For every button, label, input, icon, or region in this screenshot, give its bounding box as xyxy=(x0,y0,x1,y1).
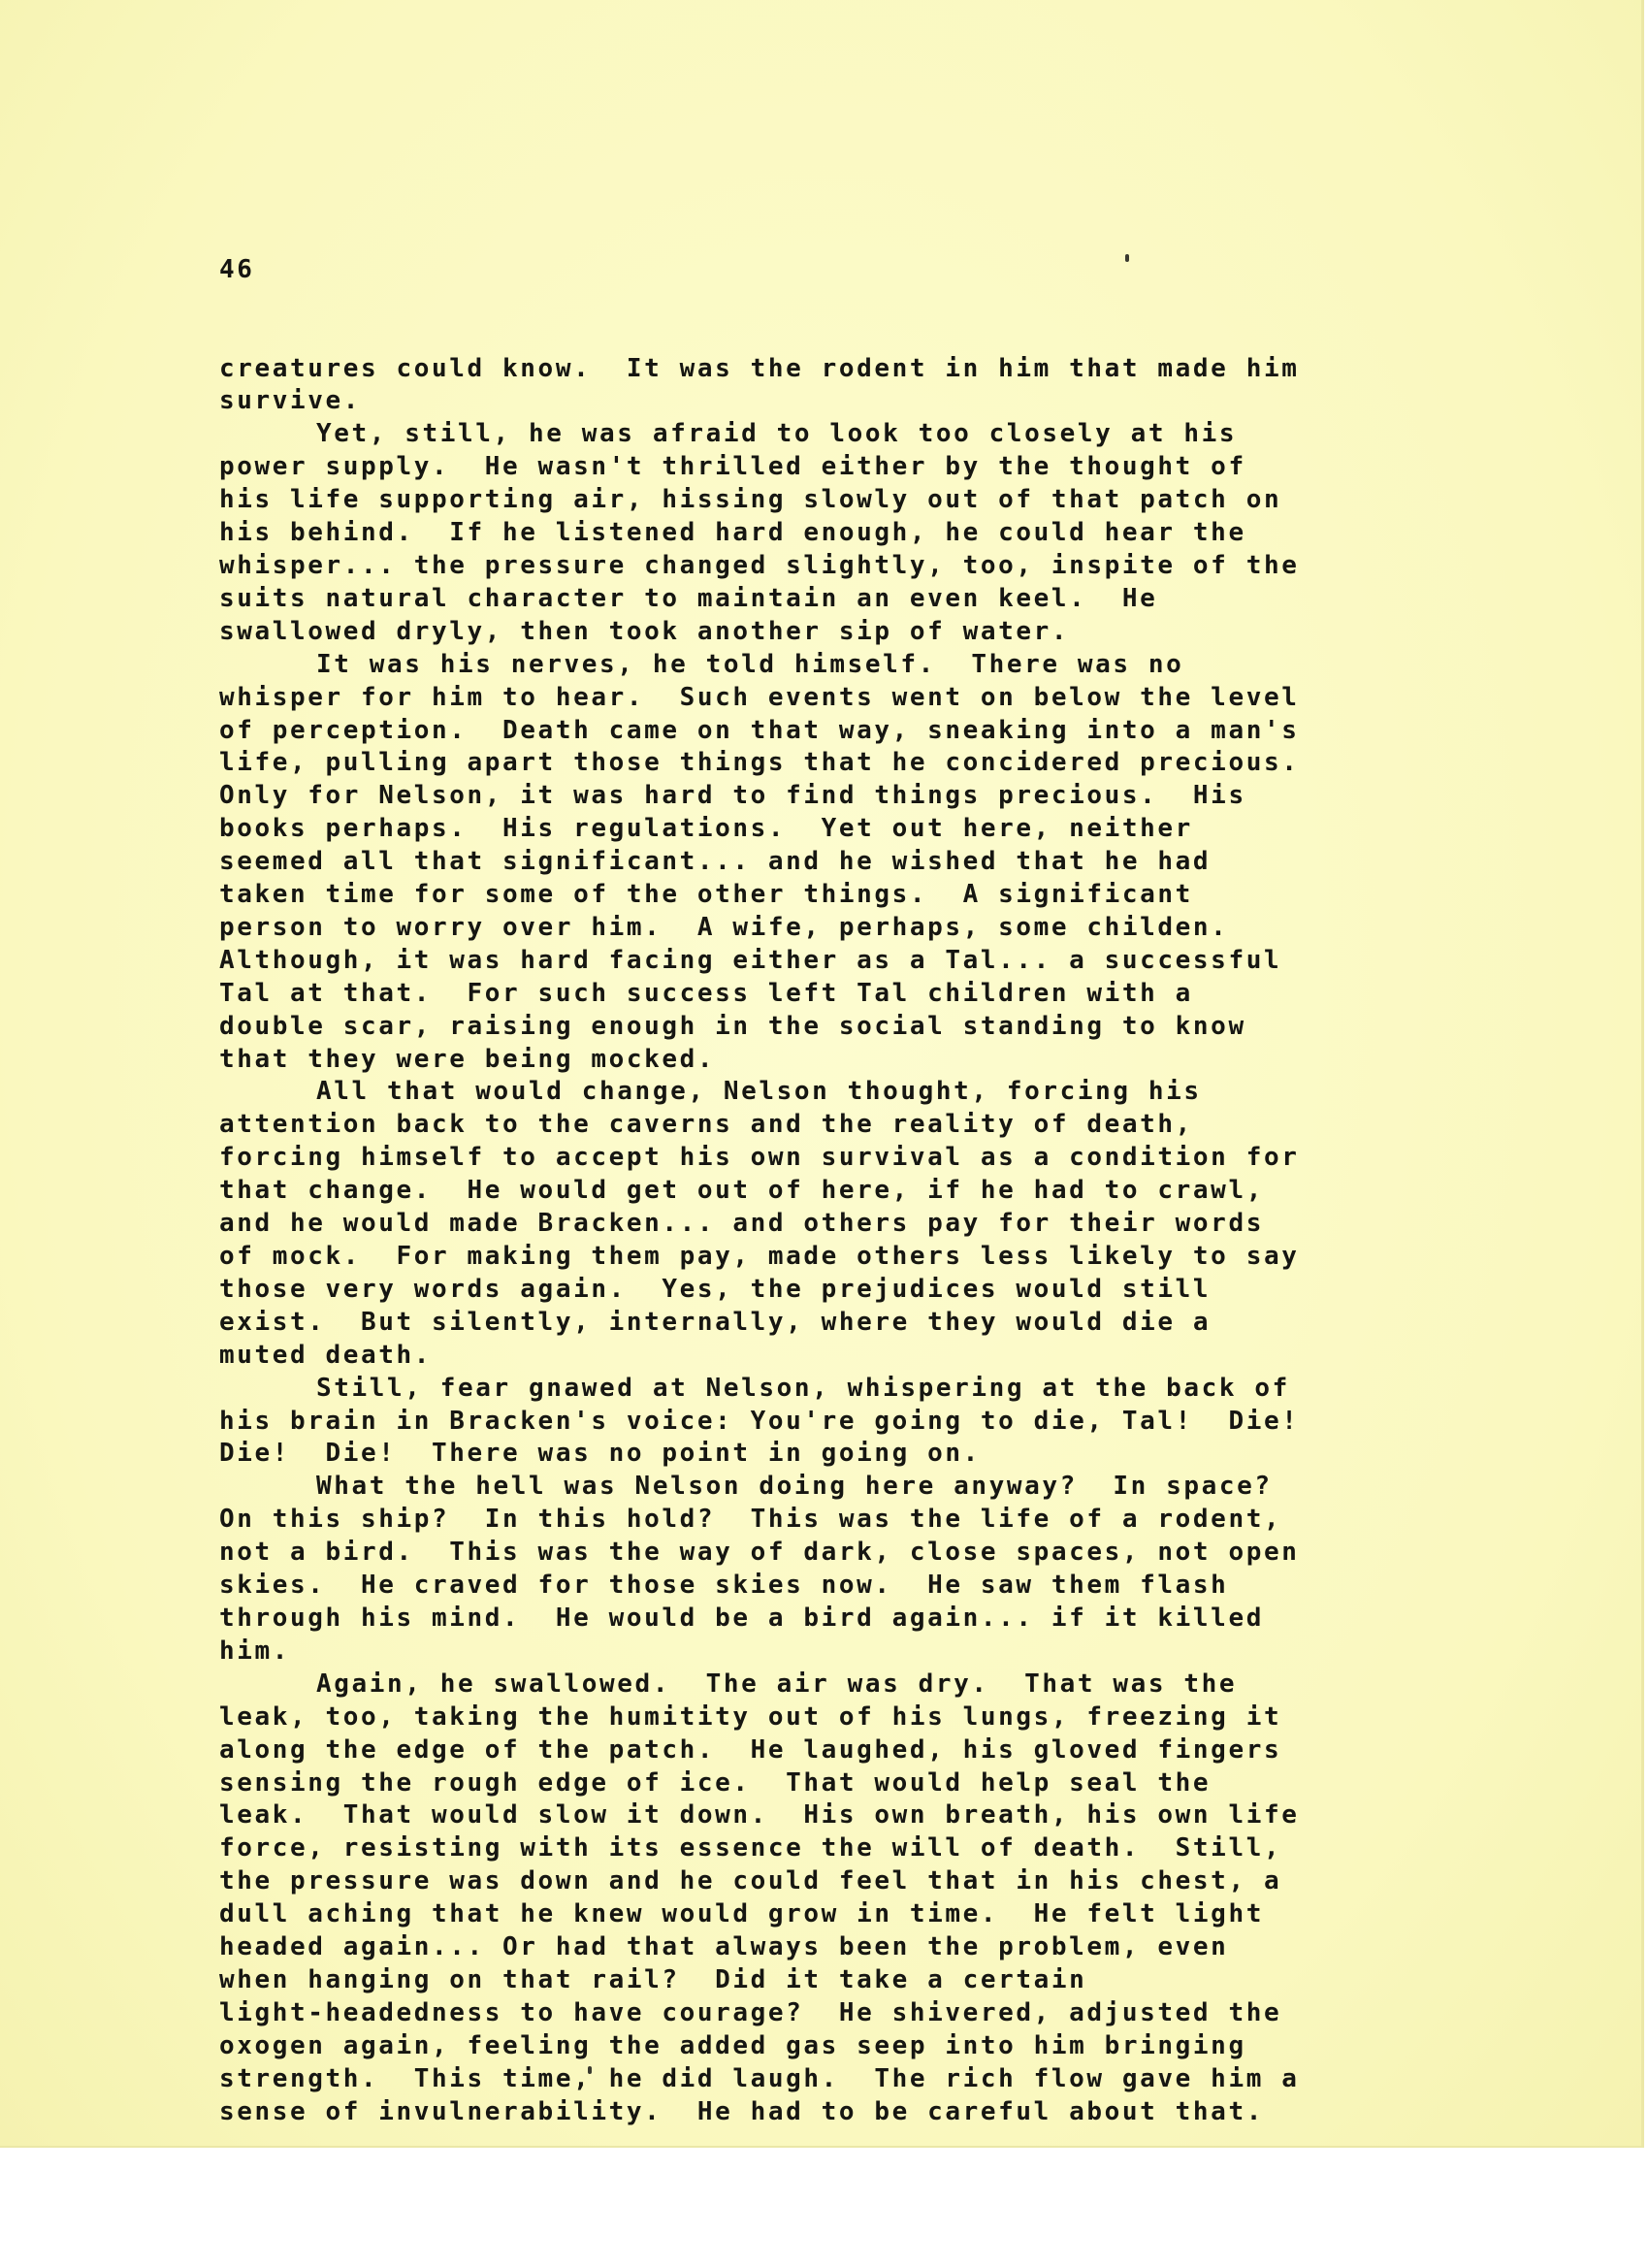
text-line: his behind. If he listened hard enough, he could hear the xyxy=(219,518,1246,548)
text-line: and he would made Bracken... and others pay for their words xyxy=(219,1209,1264,1239)
text-line: books perhaps. His regulations. Yet out here, neither xyxy=(219,814,1193,844)
text-line: life, pulling apart those things that he concidered precious. xyxy=(219,748,1300,778)
text-line: leak, too, taking the humitity out of his lungs, freezing it xyxy=(219,1701,1282,1732)
text-line: All that would change, Nelson thought, forcing his xyxy=(316,1077,1202,1107)
text-line: What the hell was Nelson doing here anyway? In space? xyxy=(316,1472,1273,1502)
text-line: whisper for him to hear. Such events went on below the level xyxy=(219,682,1300,712)
text-line: his life supporting air, hissing slowly out of that patch on xyxy=(219,485,1282,515)
text-line: strength. This time, he did laugh. The rich flow gave him a xyxy=(219,2063,1300,2093)
text-line: taken time for some of the other things. A significant xyxy=(219,880,1193,910)
text-line: whisper... the pressure changed slightly, too, inspite of the xyxy=(219,550,1300,580)
text-line: Tal at that. For such success left Tal children with a xyxy=(219,978,1193,1008)
text-line: power supply. He wasn't thrilled either by the thought of xyxy=(219,452,1246,482)
text-line: that they were being mocked. xyxy=(219,1044,716,1074)
text-line: through his mind. He would be a bird again... if it killed xyxy=(219,1603,1264,1633)
text-line: sense of invulnerability. He had to be careful about that. xyxy=(219,2096,1264,2126)
text-line: his brain in Bracken's voice: You're going to die, Tal! Die! xyxy=(219,1406,1300,1436)
text-line: Again, he swallowed. The air was dry. That was the xyxy=(316,1669,1238,1699)
text-line: suits natural character to maintain an even keel. He xyxy=(219,583,1158,613)
text-line: Although, it was hard facing either as a Tal... a successful xyxy=(219,945,1282,975)
text-line: person to worry over him. A wife, perhaps, some childen. xyxy=(219,912,1229,942)
text-line: swallowed dryly, then took another sip of water. xyxy=(219,616,1070,646)
text-line: oxogen again, feeling the added gas seep into him bringing xyxy=(219,2030,1246,2060)
text-line: attention back to the caverns and the reality of death, xyxy=(219,1110,1193,1140)
text-line: headed again... Or had that always been the problem, even xyxy=(219,1932,1229,1962)
text-line: muted death. xyxy=(219,1340,433,1370)
text-line: skies. He craved for those skies now. He saw them flash xyxy=(219,1571,1229,1601)
text-line: survive. xyxy=(219,386,362,416)
text-line: dull aching that he knew would grow in time. He felt light xyxy=(219,1899,1264,1929)
text-line: exist. But silently, internally, where they would die a xyxy=(219,1307,1212,1337)
text-line: seemed all that significant... and he wished that he had xyxy=(219,847,1212,877)
text-line: when hanging on that rail? Did it take a certain xyxy=(219,1964,1087,1994)
text-line: sensing the rough edge of ice. That would help seal the xyxy=(219,1767,1212,1798)
text-line: Yet, still, he was afraid to look too closely at his xyxy=(316,419,1238,449)
text-line: along the edge of the patch. He laughed, his gloved fingers xyxy=(219,1734,1282,1765)
page-number: 46 xyxy=(219,254,255,284)
text-line: leak. That would slow it down. His own breath, his own life xyxy=(219,1800,1300,1831)
text-line: Die! Die! There was no point in going on. xyxy=(219,1439,981,1469)
manuscript-text xyxy=(219,188,1432,2128)
text-line: force, resisting with its essence the will of death. Still, xyxy=(219,1833,1282,1863)
text-line: that change. He would get out of here, if he had to crawl, xyxy=(219,1176,1264,1206)
text-line: those very words again. Yes, the prejudices would still xyxy=(219,1274,1212,1304)
text-line: light-headedness to have courage? He shivered, adjusted the xyxy=(219,1997,1282,2027)
text-line: the pressure was down and he could feel that in his chest, a xyxy=(219,1866,1282,1896)
text-line: double scar, raising enough in the social standing to know xyxy=(219,1011,1246,1041)
text-line: Still, fear gnawed at Nelson, whispering at the back of xyxy=(316,1373,1290,1403)
text-line: creatures could know. It was the rodent in him that made him xyxy=(219,353,1300,383)
text-line: of mock. For making them pay, made others less likely to say xyxy=(219,1242,1300,1271)
text-line: of perception. Death came on that way, sneaking into a man's xyxy=(219,715,1300,745)
text-line: forcing himself to accept his own survival as a condition for xyxy=(219,1143,1300,1173)
text-line: not a bird. This was the way of dark, close spaces, not open xyxy=(219,1538,1300,1568)
text-line: It was his nerves, he told himself. There was no xyxy=(316,649,1184,679)
text-line: On this ship? In this hold? This was the life of a rodent, xyxy=(219,1505,1282,1535)
text-line: him. xyxy=(219,1636,291,1666)
text-line: Only for Nelson, it was hard to find things precious. His xyxy=(219,781,1246,811)
